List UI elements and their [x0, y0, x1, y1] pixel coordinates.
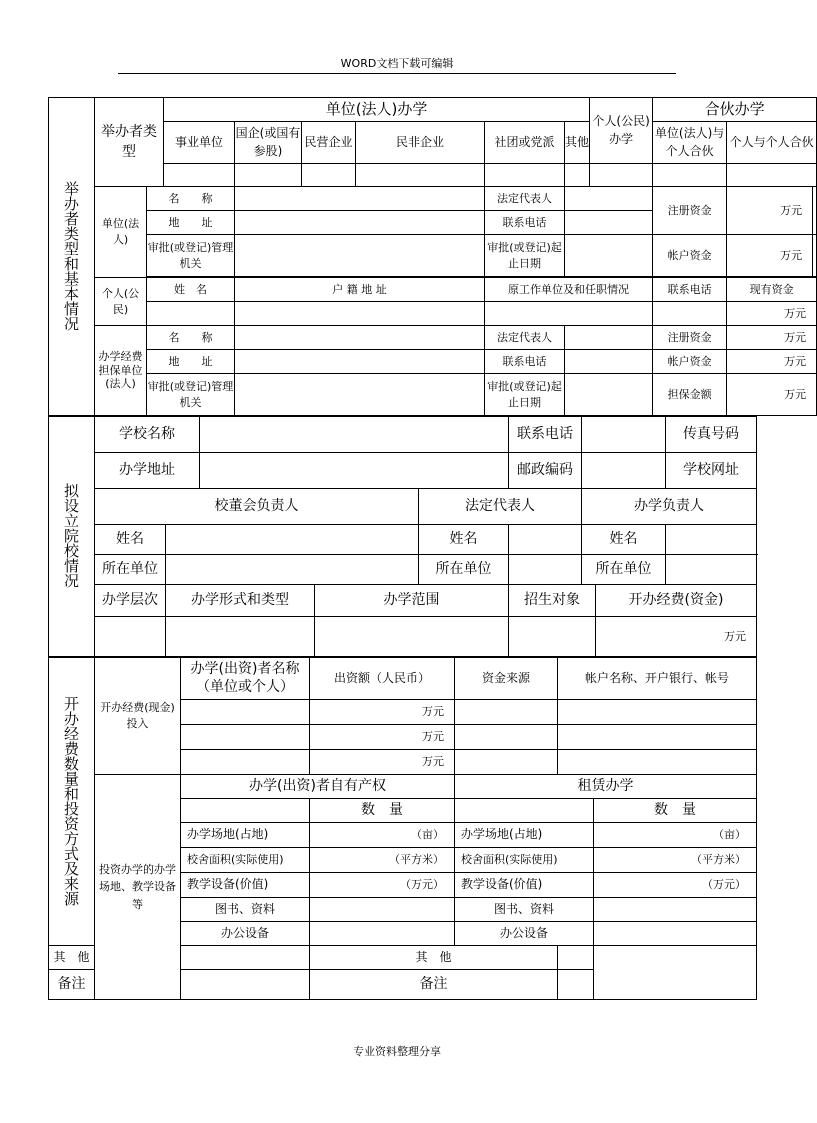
lease-qty-header: 数 量: [594, 799, 757, 823]
guarantor-name-field[interactable]: [235, 326, 485, 350]
unit-name-field[interactable]: [235, 187, 485, 211]
guarantor-approval-date-field[interactable]: [565, 374, 653, 416]
lease-office-field[interactable]: [594, 922, 757, 946]
unit-acct-capital-extra: [813, 235, 817, 277]
lease-header: 租赁办学: [455, 775, 757, 799]
unit-approval-field[interactable]: [235, 235, 485, 277]
own-office-field[interactable]: [310, 922, 455, 946]
form-header: 办学形式和类型: [166, 585, 315, 617]
funding-field[interactable]: 万元: [596, 617, 757, 657]
type-public-institution: 事业单位: [164, 122, 235, 164]
type-state-enterprise: 国企(或国有参股): [235, 122, 302, 164]
lease-remark-label: 备注: [310, 970, 558, 1000]
scope-field[interactable]: [315, 617, 509, 657]
person-col-workplace: 原工作单位及和任职情况: [485, 278, 653, 302]
own-property-header: 办学(出资)者自有产权: [181, 775, 455, 799]
person-col-name: 姓 名: [147, 278, 235, 302]
enroll-header: 招生对象: [509, 585, 596, 617]
person-funds-field[interactable]: 万元: [727, 302, 817, 326]
type-other: 其他: [565, 122, 590, 164]
amount-field-2[interactable]: 万元: [310, 725, 455, 750]
guarantor-address-field[interactable]: [235, 350, 485, 374]
unit-approval-label: 审批(或登记)管理机关: [147, 235, 235, 277]
type-unit-personal-partner: 单位(法人)与个人合伙: [653, 122, 727, 164]
type-check-9[interactable]: [727, 164, 817, 187]
guarantor-approval-date-label: 审批(或登记)起止日期: [485, 374, 565, 416]
board-head-name-label: 姓名: [95, 525, 166, 555]
guarantor-legal-rep-label: 法定代表人: [485, 326, 565, 350]
school-phone-label: 联系电话: [509, 417, 582, 453]
school-head-unit-label: 所在单位: [582, 555, 666, 585]
type-check-5[interactable]: [485, 164, 565, 187]
lease-site-label: 办学场地(占地): [455, 823, 594, 848]
lease-equipment-field[interactable]: （万元）: [594, 873, 757, 898]
unit-legal-rep-label: 法定代表人: [485, 187, 565, 211]
own-remark-field[interactable]: [181, 970, 310, 1000]
personal-school-header: 个人(公民)办学: [590, 98, 653, 164]
lease-blank-header: [455, 799, 594, 823]
lease-other-label: 其 他: [310, 946, 558, 970]
guarantor-name-label: 名 称: [147, 326, 235, 350]
guarantor-address-label: 地 址: [147, 350, 235, 374]
own-equipment-label: 教学设备(价值): [181, 873, 310, 898]
unit-phone-field[interactable]: [565, 211, 653, 235]
legal-rep-header: 法定代表人: [419, 489, 582, 525]
own-office-label: 办公设备: [181, 922, 310, 946]
school-name-label: 学校名称: [95, 417, 200, 453]
person-label: 个人(公民): [95, 278, 147, 326]
bank-account-field-2[interactable]: [558, 725, 757, 750]
type-check-6[interactable]: [565, 164, 590, 187]
unit-name-label: 名 称: [147, 187, 235, 211]
guarantee-amount-field[interactable]: 万元: [727, 374, 817, 416]
lease-remark-field[interactable]: [558, 970, 594, 1000]
unit-approval-date-field[interactable]: [565, 235, 653, 277]
legal-rep-unit-field[interactable]: [509, 555, 582, 585]
person-workplace-field[interactable]: [485, 302, 653, 326]
school-head-name-label: 姓名: [582, 525, 666, 555]
section-2-side-label: 拟设立院校情况: [49, 417, 95, 657]
lease-office-label: 办公设备: [455, 922, 594, 946]
own-site-field[interactable]: （亩）: [310, 823, 455, 848]
own-blank-header: [181, 799, 310, 823]
type-check-2[interactable]: [235, 164, 302, 187]
fax-label: 传真号码: [666, 417, 757, 453]
section-1-side-label: 举办者类型和基本情况: [49, 98, 95, 416]
guarantee-amount-label: 担保金额: [653, 374, 727, 416]
section-sponsor: [48, 97, 817, 416]
amount-field-1[interactable]: 万元: [310, 700, 455, 725]
legal-rep-name-label: 姓名: [419, 525, 509, 555]
board-head-name-field[interactable]: [166, 525, 419, 555]
sponsor-type-label: 举办者类型: [95, 98, 164, 187]
unit-legal-label: 单位(法人): [95, 187, 147, 278]
type-personal-partner: 个人与个人合伙: [727, 122, 817, 164]
unit-acct-capital-field[interactable]: 万元: [727, 235, 813, 277]
board-head-header: 校董会负责人: [95, 489, 419, 525]
own-site-label: 办学场地(占地): [181, 823, 310, 848]
level-field[interactable]: [95, 617, 166, 657]
board-head-unit-field[interactable]: [166, 555, 419, 585]
unit-legal-rep-field[interactable]: [565, 187, 653, 211]
unit-school-header: 单位(法人)办学: [164, 98, 590, 122]
school-head-unit-field[interactable]: [666, 555, 757, 585]
amount-field-3[interactable]: 万元: [310, 750, 455, 775]
own-books-label: 图书、资料: [181, 898, 310, 922]
section-school: [48, 416, 757, 657]
lease-equipment-label: 教学设备(价值): [455, 873, 594, 898]
page-header: WORD文档下载可编辑: [340, 57, 454, 70]
lease-other-field[interactable]: [558, 946, 594, 970]
type-society-party: 社团或党派: [485, 122, 565, 164]
unit-reg-capital-extra: [813, 187, 817, 235]
invest-assets-label: 投资办学的办学场地、教学设备等: [95, 775, 181, 1000]
guarantor-phone-label: 联系电话: [485, 350, 565, 374]
header-rule: [118, 73, 676, 74]
own-books-field[interactable]: [310, 898, 455, 922]
legal-rep-name-field[interactable]: [509, 525, 582, 555]
person-col-phone: 联系电话: [653, 278, 727, 302]
own-qty-header: 数 量: [310, 799, 455, 823]
investor-name-field-1[interactable]: [181, 700, 310, 725]
own-equipment-field[interactable]: （万元）: [310, 873, 455, 898]
fund-source-header: 资金来源: [455, 658, 558, 700]
board-head-unit-label: 所在单位: [95, 555, 166, 585]
unit-phone-label: 联系电话: [485, 211, 565, 235]
type-check-1[interactable]: [164, 164, 235, 187]
type-check-7[interactable]: [590, 164, 653, 187]
investor-name-field-3[interactable]: [181, 750, 310, 775]
school-address-label: 办学地址: [95, 453, 200, 489]
lease-site-field[interactable]: （亩）: [594, 823, 757, 848]
person-address-field[interactable]: [235, 302, 485, 326]
amount-header: 出资额（人民币）: [310, 658, 455, 700]
type-check-4[interactable]: [356, 164, 485, 187]
type-check-8[interactable]: [653, 164, 727, 187]
legal-rep-unit-label: 所在单位: [419, 555, 509, 585]
type-check-3[interactable]: [302, 164, 356, 187]
own-building-field[interactable]: （平方米）: [310, 848, 455, 873]
level-header: 办学层次: [95, 585, 166, 617]
school-address-field[interactable]: [200, 453, 509, 489]
guarantor-acct-capital-field[interactable]: 万元: [727, 350, 817, 374]
guarantor-legal-rep-field[interactable]: [565, 326, 653, 350]
own-other-field[interactable]: [181, 946, 310, 970]
lease-books-field[interactable]: [594, 898, 757, 922]
school-phone-field[interactable]: [582, 417, 666, 453]
section-funding: [48, 657, 757, 1000]
lease-books-label: 图书、资料: [455, 898, 594, 922]
postcode-field[interactable]: [582, 453, 666, 489]
partner-school-header: 合伙办学: [653, 98, 817, 122]
page-footer: 专业资料整理分享: [353, 1045, 441, 1058]
type-private-enterprise: 民营企业: [302, 122, 356, 164]
enroll-field[interactable]: [509, 617, 596, 657]
cash-input-label: 开办经费(现金)投入: [95, 658, 181, 775]
guarantor-phone-field[interactable]: [565, 350, 653, 374]
own-building-label: 校舍面积(实际使用): [181, 848, 310, 873]
guarantor-approval-label: 审批(或登记)管理机关: [147, 374, 235, 416]
unit-address-field[interactable]: [235, 211, 485, 235]
postcode-label: 邮政编码: [509, 453, 582, 489]
funding-header: 开办经费(资金): [596, 585, 757, 617]
guarantor-approval-field[interactable]: [235, 374, 485, 416]
person-col-funds: 现有资金: [727, 278, 817, 302]
unit-reg-capital-label: 注册资金: [653, 187, 727, 235]
section-3-side-label: 开办经费数量和投资方式及来源: [49, 658, 95, 946]
bank-account-field-3[interactable]: [558, 750, 757, 775]
unit-reg-capital-field[interactable]: 万元: [727, 187, 813, 235]
own-remark-label: 备注: [49, 970, 95, 1000]
unit-address-label: 地 址: [147, 211, 235, 235]
guarantor-reg-capital-label: 注册资金: [653, 326, 727, 350]
type-non-enterprise: 民非企业: [356, 122, 485, 164]
guarantor-label: 办学经费担保单位(法人): [95, 326, 147, 416]
school-head-name-field[interactable]: [666, 525, 757, 555]
guarantor-acct-capital-label: 帐户资金: [653, 350, 727, 374]
unit-approval-date-label: 审批(或登记)起止日期: [485, 235, 565, 277]
investor-name-field-2[interactable]: [181, 725, 310, 750]
bank-account-field-1[interactable]: [558, 700, 757, 725]
scope-header: 办学范围: [315, 585, 509, 617]
form-tables: [48, 97, 814, 1000]
unit-acct-capital-label: 帐户资金: [653, 235, 727, 277]
school-name-field[interactable]: [200, 417, 509, 453]
fund-source-field-2[interactable]: [455, 725, 558, 750]
own-other-label: 其 他: [49, 946, 95, 970]
investor-name-header: 办学(出资)者名称（单位或个人）: [181, 658, 310, 700]
school-head-header: 办学负责人: [582, 489, 757, 525]
lease-building-label: 校舍面积(实际使用): [455, 848, 594, 873]
lease-building-field[interactable]: （平方米）: [594, 848, 757, 873]
fund-source-field-3[interactable]: [455, 750, 558, 775]
person-name-field[interactable]: [147, 302, 235, 326]
form-field[interactable]: [166, 617, 315, 657]
fund-source-field-1[interactable]: [455, 700, 558, 725]
person-col-address: 户 籍 地 址: [235, 278, 485, 302]
website-label: 学校网址: [666, 453, 757, 489]
person-phone-field[interactable]: [653, 302, 727, 326]
bank-account-header: 帐户名称、开户银行、帐号: [558, 658, 757, 700]
guarantor-reg-capital-field[interactable]: 万元: [727, 326, 817, 350]
